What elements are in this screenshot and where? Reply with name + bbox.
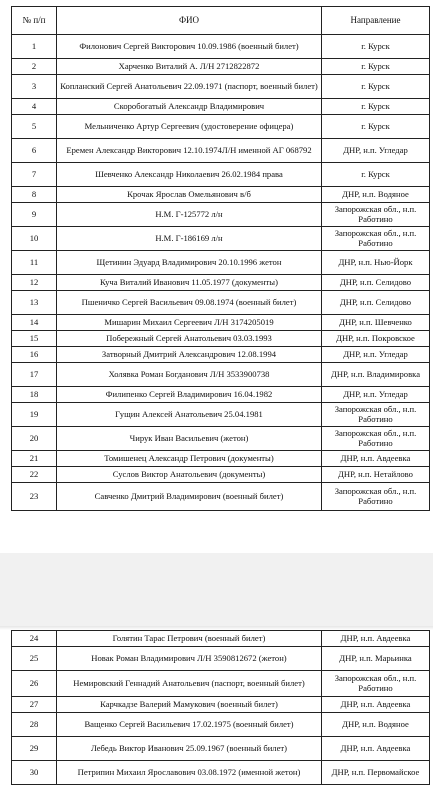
row-fio: Лебедь Виктор Иванович 25.09.1967 (военный билет) [57,737,322,761]
table-row [12,631,430,647]
table-row [12,227,430,251]
row-direction: ДНР, н.п. Селидово [322,275,430,291]
row-number: 5 [12,115,57,139]
row-fio: Холявка Роман Богданович Л/Н 3533900738 [57,363,322,387]
row-direction: ДНР, н.п. Владимировка [322,363,430,387]
table-row [12,59,430,75]
row-fio: Скоробогатый Александр Владимирович [57,99,322,115]
row-number: 25 [12,647,57,671]
row-direction: г. Курск [322,163,430,187]
row-direction: Запорожская обл., н.п. Работино [322,483,430,511]
table-row [12,35,430,59]
row-number: 21 [12,451,57,467]
row-direction: Запорожская обл., н.п. Работино [322,203,430,227]
row-direction: г. Курск [322,35,430,59]
row-direction: ДНР, н.п. Первомайское [322,761,430,785]
table-row [12,75,430,99]
table-row [12,139,430,163]
row-number: 6 [12,139,57,163]
row-number: 18 [12,387,57,403]
row-number: 22 [12,467,57,483]
row-direction: ДНР, н.п. Угледар [322,139,430,163]
table-row [12,99,430,115]
row-number: 29 [12,737,57,761]
row-number: 11 [12,251,57,275]
row-number: 17 [12,363,57,387]
row-number: 19 [12,403,57,427]
row-fio: Мишарин Михаил Сергеевич Л/Н 3174205019 [57,315,322,331]
row-fio: Копланский Сергей Анатольевич 22.09.1971 (паспорт, военный билет) [57,75,322,99]
table-row [12,251,430,275]
row-direction: Запорожская обл., н.п. Работино [322,427,430,451]
row-number: 16 [12,347,57,363]
table-row [12,713,430,737]
row-number: 26 [12,671,57,697]
row-fio: Филонович Сергей Викторович 10.09.1986 (военный билет) [57,35,322,59]
row-number: 10 [12,227,57,251]
row-direction: ДНР, н.п. Авдеевка [322,631,430,647]
casualty-table-page-1 [11,6,430,511]
row-fio: Н.М. Г-125772 л/н [57,203,322,227]
row-number: 30 [12,761,57,785]
table-header-row [12,7,430,35]
row-direction: ДНР, н.п. Нью-Йорк [322,251,430,275]
row-fio: Мельниченко Артур Сергеевич (удостоверение офицера) [57,115,322,139]
table-row [12,671,430,697]
row-number: 1 [12,35,57,59]
row-number: 12 [12,275,57,291]
row-fio: Немировский Геннадий Анатольевич (паспорт, военный билет) [57,671,322,697]
row-fio: Томишенец Александр Петрович (документы) [57,451,322,467]
table-row [12,115,430,139]
row-direction: ДНР, н.п. Авдеевка [322,451,430,467]
row-fio: Харченко Виталий А. Л/Н 2712822872 [57,59,322,75]
header-num: № п/п [12,7,57,35]
row-fio: Куча Виталий Иванович 11.05.1977 (документы) [57,275,322,291]
document-page-2 [0,630,433,800]
row-fio: Ващенко Сергей Васильевич 17.02.1975 (военный билет) [57,713,322,737]
row-number: 8 [12,187,57,203]
row-fio: Карчкадзе Валерий Мамукович (военный билет) [57,697,322,713]
row-number: 23 [12,483,57,511]
row-fio: Щетинин Эдуард Владимирович 20.10.1996 жетон [57,251,322,275]
table-row [12,761,430,785]
row-direction: г. Курск [322,99,430,115]
row-number: 2 [12,59,57,75]
row-direction: ДНР, н.п. Авдеевка [322,737,430,761]
row-direction: Запорожская обл., н.п. Работино [322,403,430,427]
row-direction: Запорожская обл., н.п. Работино [322,671,430,697]
table-row [12,163,430,187]
row-direction: г. Курск [322,59,430,75]
table-row [12,427,430,451]
table-row [12,291,430,315]
row-direction: г. Курск [322,75,430,99]
row-number: 15 [12,331,57,347]
table-row [12,187,430,203]
table-row [12,737,430,761]
row-fio: Филипенко Сергей Владимирович 16.04.1982 [57,387,322,403]
row-fio: Чирук Иван Васильевич (жетон) [57,427,322,451]
row-direction: ДНР, н.п. Селидово [322,291,430,315]
table-row [12,315,430,331]
page-gap [0,553,433,626]
header-fio: ФИО [57,7,322,35]
row-fio: Голятин Тарас Петрович (военный билет) [57,631,322,647]
row-number: 14 [12,315,57,331]
row-fio: Шевченко Александр Николаевич 26.02.1984 права [57,163,322,187]
row-number: 27 [12,697,57,713]
row-fio: Петрипин Михаил Ярославович 03.08.1972 (именной жетон) [57,761,322,785]
row-number: 9 [12,203,57,227]
row-direction: ДНР, н.п. Авдеевка [322,697,430,713]
row-fio: Пшеничко Сергей Васильевич 09.08.1974 (военный билет) [57,291,322,315]
row-fio: Суслов Виктор Анатольевич (документы) [57,467,322,483]
row-fio: Гущин Алексей Анатольевич 25.04.1981 [57,403,322,427]
row-direction: ДНР, н.п. Угледар [322,347,430,363]
row-number: 7 [12,163,57,187]
row-number: 4 [12,99,57,115]
table-row [12,483,430,511]
table-row [12,363,430,387]
row-number: 28 [12,713,57,737]
row-direction: ДНР, н.п. Шевченко [322,315,430,331]
row-direction: г. Курск [322,115,430,139]
row-fio: Побережный Сергей Анатольевич 03.03.1993 [57,331,322,347]
table-row [12,275,430,291]
row-direction: ДНР, н.п. Угледар [322,387,430,403]
row-fio: Савченко Дмитрий Владимирович (военный билет) [57,483,322,511]
casualty-table-page-2 [11,630,430,785]
row-direction: ДНР, н.п. Нетайлово [322,467,430,483]
row-number: 20 [12,427,57,451]
row-direction: Запорожская обл., н.п. Работино [322,227,430,251]
table-row [12,451,430,467]
row-direction: ДНР, н.п. Покровское [322,331,430,347]
table-row [12,203,430,227]
row-fio: Крочак Ярослав Омельянович в/б [57,187,322,203]
table-row [12,697,430,713]
row-direction: ДНР, н.п. Водяное [322,713,430,737]
table-row [12,331,430,347]
table-row [12,387,430,403]
table-row [12,467,430,483]
row-number: 13 [12,291,57,315]
row-fio: Новак Роман Владимирович Л/Н 3590812672 (жетон) [57,647,322,671]
table-row [12,647,430,671]
row-fio: Затворный Дмитрий Александрович 12.08.1994 [57,347,322,363]
table-row [12,347,430,363]
row-direction: ДНР, н.п. Марьинка [322,647,430,671]
row-fio: Н.М. Г-186169 л/н [57,227,322,251]
row-number: 24 [12,631,57,647]
table-row [12,403,430,427]
row-number: 3 [12,75,57,99]
row-direction: ДНР, н.п. Водяное [322,187,430,203]
header-direction: Направление [322,7,430,35]
row-fio: Еремен Александр Викторович 12.10.1974Л/Н именной АГ 068792 [57,139,322,163]
